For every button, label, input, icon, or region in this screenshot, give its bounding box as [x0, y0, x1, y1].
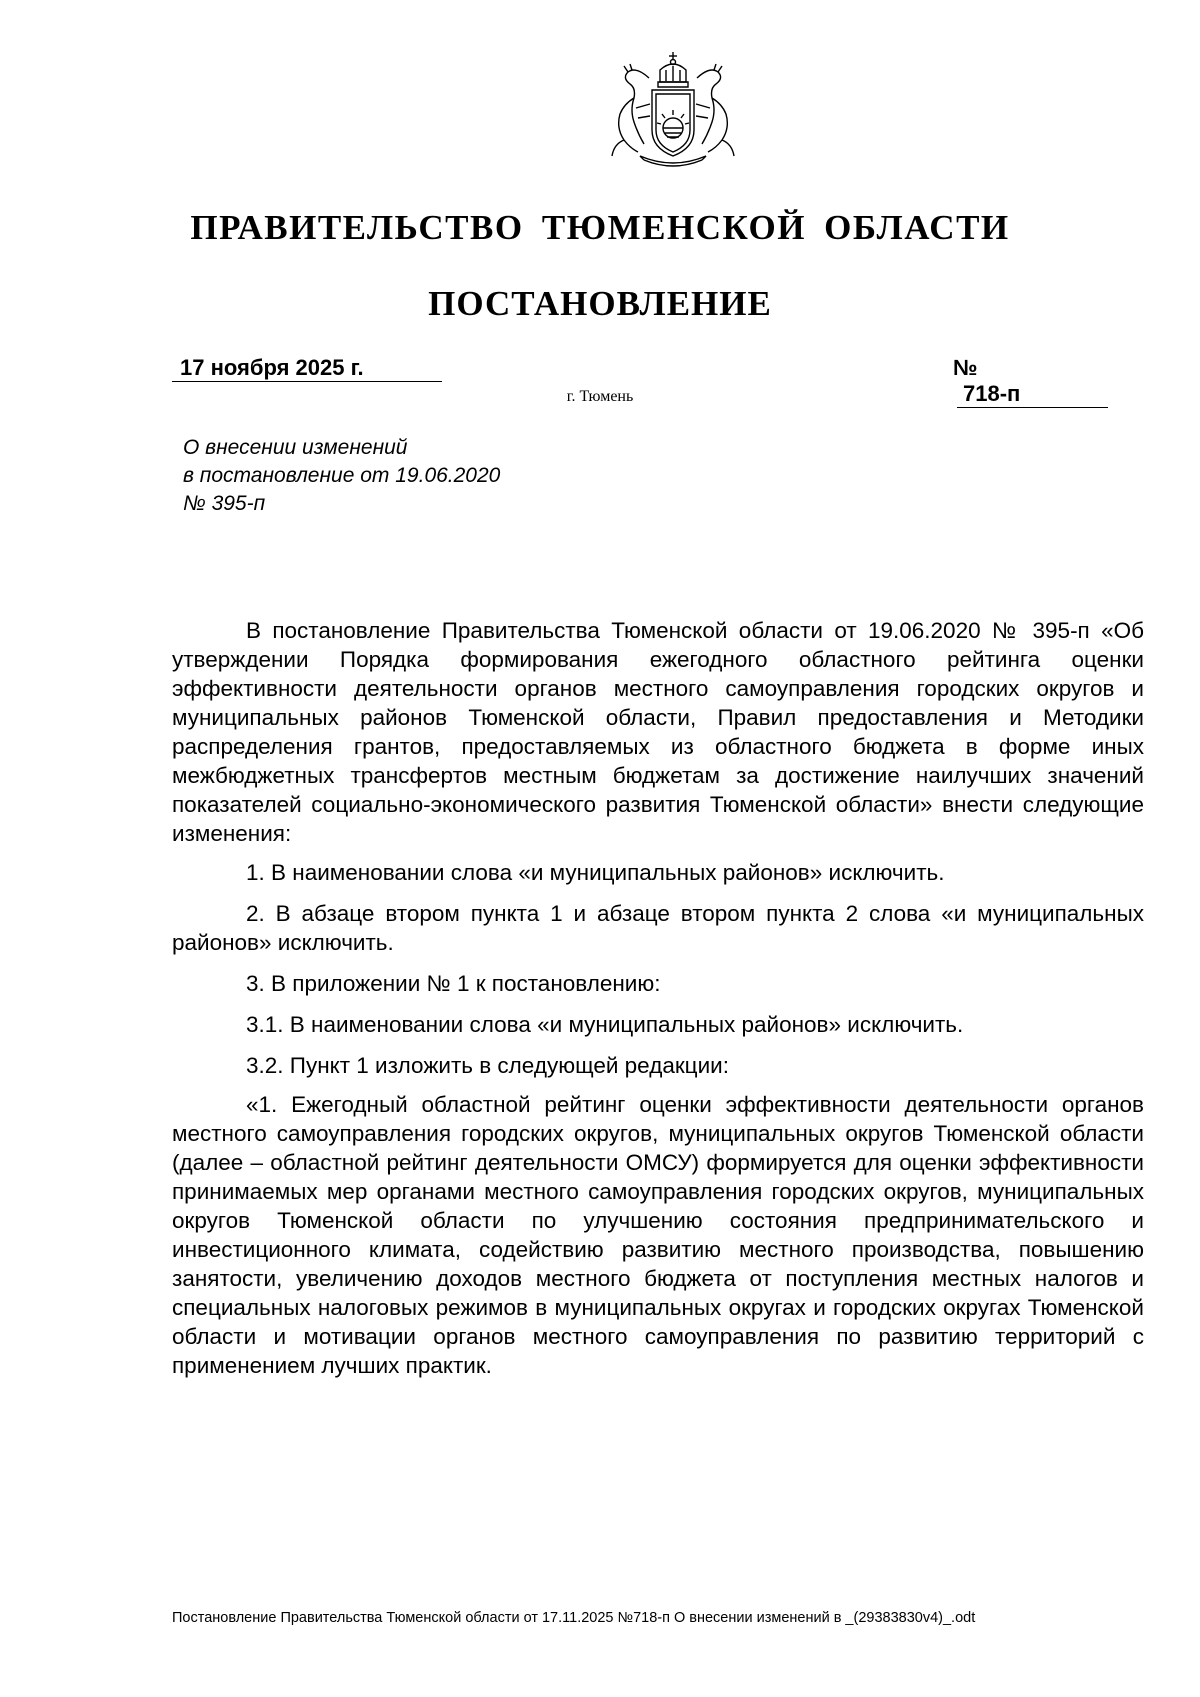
body-paragraph: В постановление Правительства Тюменской области от 19.06.2020 № 395-п «Об утверждении Порядка формирования ежегодного областного рейтинга оценки эффективности деятельности органов местного самоуправления городских округов и муниципальных районов Тюменской области, Правил предоставления и Методики распределения грантов, предоставляемых из областного бюджета в форме иных межбюджетных трансфертов местным бюджетам за достижение наилучших значений показателей социально-экономического развития Тюменской области» внести следующие изменения:: [172, 618, 1144, 846]
body-paragraph: 1. В наименовании слова «и муниципальных районов» исключить.: [246, 860, 945, 885]
body-paragraph: 3.1. В наименовании слова «и муниципальных районов» исключить.: [246, 1012, 964, 1037]
document-body: [172, 616, 1144, 1392]
body-paragraph: «1. Ежегодный областной рейтинг оценки эффективности деятельности органов местного самоуправления городских округов, муниципальных округов Тюменской области (далее – областной рейтинг деятельности ОМСУ) формируется для оценки эффективности принимаемых мер органами местного самоуправления городских округов, муниципальных округов Тюменской области по улучшению состояния предпринимательского и инвестиционного климата, содействию развитию местного производства, повышению занятости, увеличению доходов местного бюджета от поступления местных налогов и специальных налоговых режимов в муниципальных округах и городских округах Тюменской области и мотивации органов местного самоуправления по развитию территорий с применением лучших практик.: [172, 1092, 1144, 1378]
body-paragraph: 3. В приложении № 1 к постановлению:: [246, 971, 661, 996]
document-subject: [183, 434, 663, 518]
body-paragraph: 3.2. Пункт 1 изложить в следующей редакции:: [246, 1053, 729, 1078]
document-type-heading: ПОСТАНОВЛЕНИЕ: [428, 284, 772, 323]
number-value: 718-п: [957, 381, 1108, 408]
number-sign: №: [953, 355, 978, 380]
document-footer: Постановление Правительства Тюменской области от 17.11.2025 №718-п О внесении изменений в _(29383830v4)_.odt: [172, 1610, 976, 1626]
government-title: ПРАВИТЕЛЬСТВО ТЮМЕНСКОЙ ОБЛАСТИ: [190, 208, 1010, 247]
document-date: 17 ноября 2025 г.: [172, 355, 442, 382]
subject-line: № 395-п: [183, 492, 266, 515]
subject-line: в постановление от 19.06.2020: [183, 464, 501, 487]
city-name: г. Тюмень: [566, 388, 634, 405]
body-paragraph: 2. В абзаце втором пункта 1 и абзаце втором пункта 2 слова «и муниципальных районов» исключить.: [172, 901, 1144, 955]
coat-of-arms-icon: [594, 48, 752, 172]
subject-line: О внесении изменений: [183, 436, 408, 459]
